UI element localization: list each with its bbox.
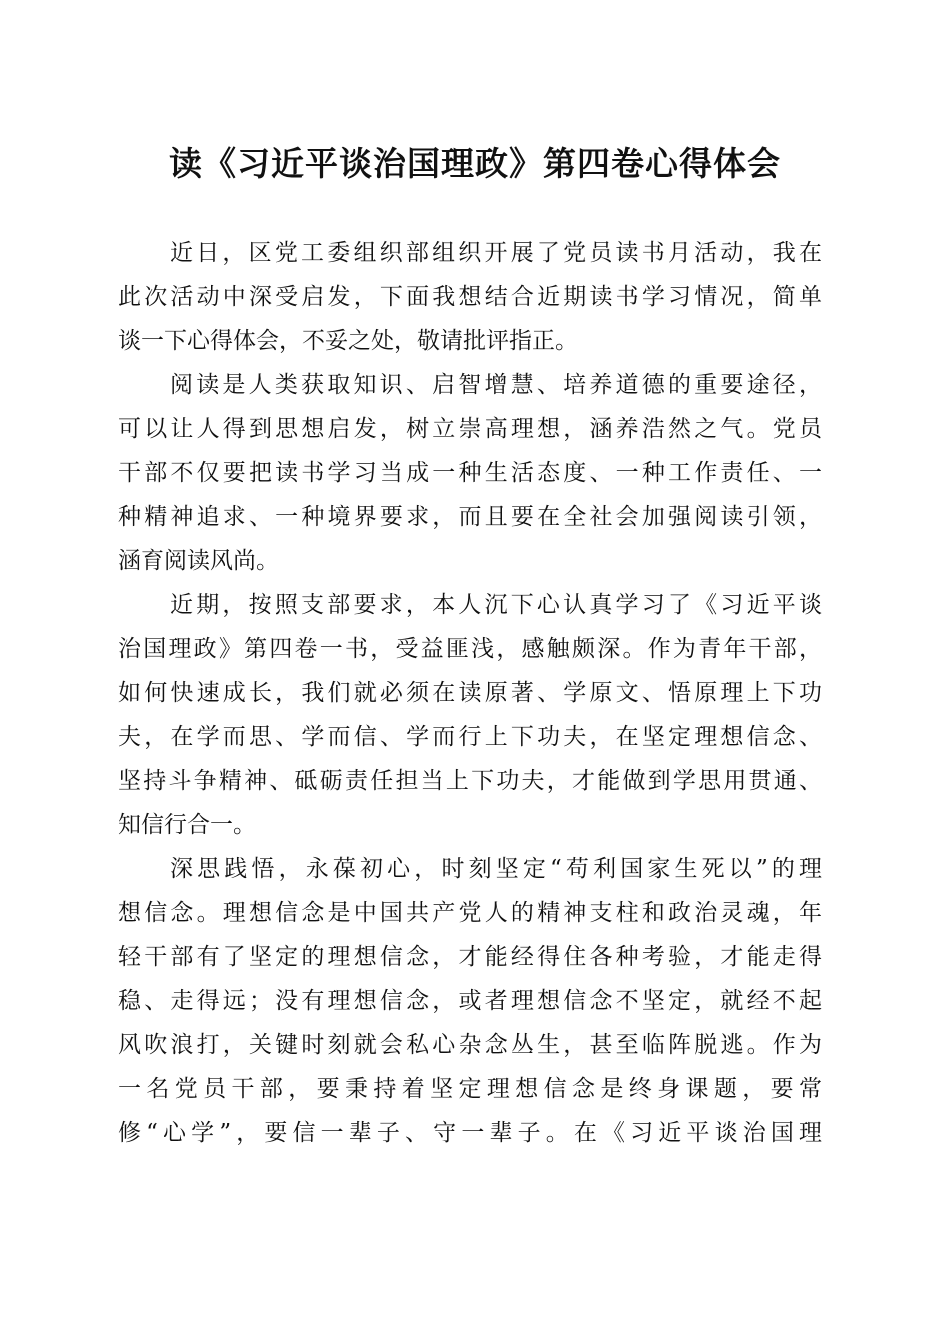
text-line: 风吹浪打，关键时刻就会私心杂念丛生，甚至临阵脱逃。作为 (118, 1032, 822, 1058)
paragraph (118, 583, 822, 847)
text-line: 如何快速成长，我们就必须在读原著、学原文、悟原理上下功 (118, 680, 822, 706)
text-line: 谈一下心得体会，不妥之处，敬请批评指正。 (118, 328, 578, 354)
text-line: 一名党员干部，要秉持着坚定理想信念是终身课题，要常 (118, 1076, 822, 1102)
paragraph (118, 847, 822, 1155)
text-line: 轻干部有了坚定的理想信念，才能经得住各种考验，才能走得 (118, 944, 822, 970)
document-title: 读《习近平谈治国理政》第四卷心得体会 (169, 144, 781, 183)
text-line: 近期，按照支部要求，本人沉下心认真学习了《习近平谈 (170, 592, 822, 618)
text-line: 夫，在学而思、学而信、学而行上下功夫，在坚定理想信念、 (118, 724, 822, 750)
text-line: 此次活动中深受启发，下面我想结合近期读书学习情况，简单 (118, 284, 822, 310)
text-line: 干部不仅要把读书学习当成一种生活态度、一种工作责任、一 (118, 460, 822, 486)
text-line: 可以让人得到思想启发，树立崇高理想，涵养浩然之气。党员 (118, 416, 822, 442)
text-line: 修“心学”，要信一辈子、守一辈子。在《习近平谈治国理 (118, 1120, 822, 1146)
document-body (118, 231, 822, 1155)
text-line: 治国理政》第四卷一书，受益匪浅，感触颇深。作为青年干部， (118, 636, 822, 662)
text-line: 坚持斗争精神、砥砺责任担当上下功夫，才能做到学思用贯通、 (118, 768, 822, 794)
text-line: 稳、走得远；没有理想信念，或者理想信念不坚定，就经不起 (118, 988, 822, 1014)
text-line: 种精神追求、一种境界要求，而且要在全社会加强阅读引领， (118, 504, 822, 530)
paragraph (118, 363, 822, 583)
text-line: 深思践悟，永葆初心，时刻坚定“苟利国家生死以”的理 (170, 856, 822, 882)
paragraph (118, 231, 822, 363)
text-line: 近日，区党工委组织部组织开展了党员读书月活动，我在 (170, 240, 822, 266)
text-line: 阅读是人类获取知识、启智增慧、培养道德的重要途径， (170, 372, 822, 398)
text-line: 涵育阅读风尚。 (118, 548, 279, 574)
text-line: 想信念。理想信念是中国共产党人的精神支柱和政治灵魂，年 (118, 900, 822, 926)
text-line: 知信行合一。 (118, 812, 256, 838)
